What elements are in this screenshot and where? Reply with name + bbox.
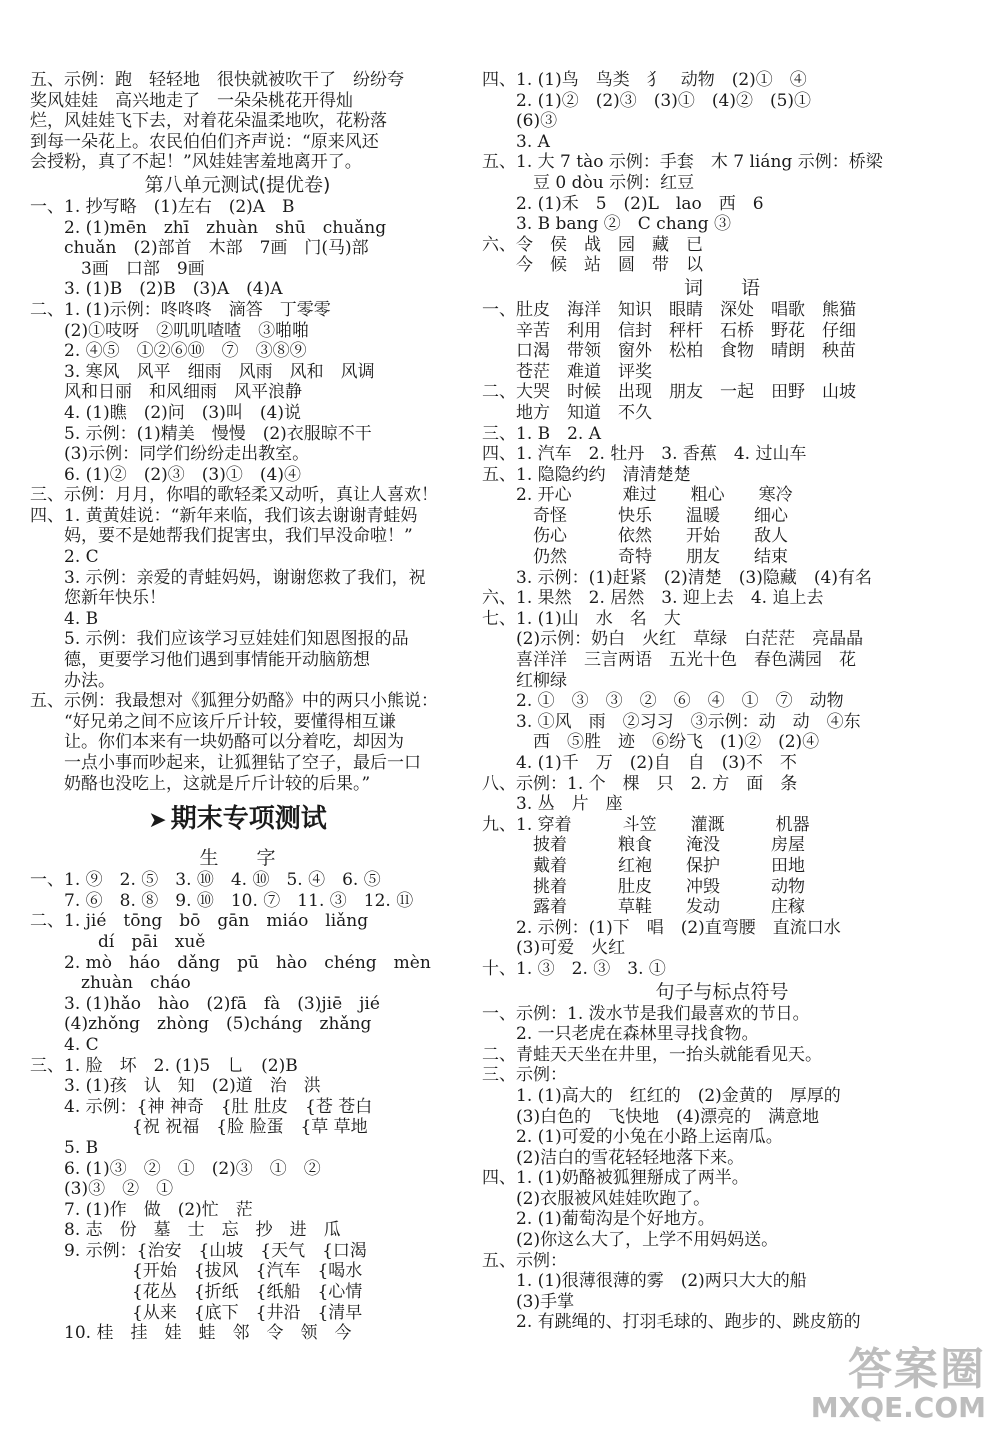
answer-line: 2. (1)葡萄沟是个好地方。 [482,1209,715,1230]
answer-line: 德，更要学习他们遇到事情能开动脑筋想 [30,650,370,671]
answer-line: (2)洁白的雪花轻轻地落下来。 [482,1147,745,1168]
section-title [30,794,445,846]
answer-line: 4. (1)瞧 (2)问 (3)叫 (4)说 [30,402,301,423]
answer-line: 三、1. 脸 坏 2. (1)5 乚 (2)B [30,1055,298,1076]
answer-line: 烂，风娃娃飞下去，对着花朵温柔地吹，花粉落 [30,111,387,132]
answer-line: 6. (1)② (2)③ (3)① (4)④ [30,464,301,485]
answer-line: 2. (1)mēn zhī zhuàn shū chuǎng [30,217,387,238]
answer-line: 1. (1)高大的 红红的 (2)金黄的 厚厚的 [482,1085,841,1106]
answer-line: 到每一朵花上。农民伯伯们齐声说：“原来风还 [30,131,379,152]
answer-line: 5. 示例：我们应该学习豆娃娃们知恩图报的品 [30,629,409,650]
answer-line: 3. 示例：(1)赶紧 (2)清楚 (3)隐藏 (4)有名 [482,567,872,588]
section-heading: 词 语 [683,276,760,299]
answer-line: 3. (1)B (2)B (3)A (4)A [30,279,283,300]
answer-line: 奖风娃娃 高兴地走了 一朵朵桃花开得灿 [30,90,353,111]
answer-line: 今 候 站 圆 带 以 [482,255,703,276]
answer-line: 披着 粮食 淹没 房屋 [482,835,805,856]
answer-line: {开始 {拔风 {汽车 {喝水 [30,1261,363,1282]
answer-line: 四、1. (1)奶酪被狐狸掰成了两半。 [482,1168,749,1189]
answer-line: 一、1. 抄写略 (1)左右 (2)A B [30,196,295,217]
answer-line: (2)你这么大了，上学不用妈妈送。 [482,1230,779,1251]
answer-line: 口渴 带领 窗外 松柏 食物 晴朗 秧苗 [482,341,856,362]
answer-line: 3. A [482,131,550,152]
answer-line: 辛苦 利用 信封 秤杆 石桥 野花 仔细 [482,320,856,341]
answer-line: 2. mò háo dǎng pū hào chéng mèn [30,952,431,973]
answer-line: 苍茫 难道 评奖 [482,361,652,382]
answer-line: 5. B [30,1137,99,1158]
answer-line: 3. (1)hǎo hào (2)fā fà (3)jiē jié [30,993,380,1014]
answer-line: (3)示例：同学们纷纷走出教室。 [30,444,310,465]
answer-line: 3. B bang ② C chang ③ [482,214,732,235]
answer-line: (2)①吱呀 ②叽叽喳喳 ③啪啪 [30,320,310,341]
answer-line: 六、令 侯 战 园 藏 已 [482,234,703,255]
answer-line: 二、1. (1)示例：咚咚咚 滴答 丁零零 [30,299,331,320]
answer-line: {花丛 {折纸 {纸船 {心情 [30,1282,363,1303]
answer-line: 2. (1)禾 5 (2)L lao 西 6 [482,193,764,214]
answer-line: 七、1. (1)山 水 名 大 [482,608,681,629]
answer-line: 三、1. B 2. A [482,423,602,444]
rocket-icon: ➤ [148,808,167,834]
answer-line: 二、1. jié tōng bō gān miáo liǎng [30,911,369,932]
answer-line: 一、肚皮 海洋 知识 眼睛 深处 唱歌 熊猫 [482,299,856,320]
answer-line: “好兄弟之间不应该斤斤计较，要懂得相互谦 [30,711,396,732]
watermark-logo: 答案圈 [848,1344,986,1395]
answer-line: (3)可爱 火红 [482,938,626,959]
answer-line: 9. 示例：{治安 {山坡 {天气 {口渴 [30,1240,367,1261]
answer-line: 四、1. 黄黄娃说：“新年来临，我们该去谢谢青蛙妈 [30,505,418,526]
answer-line: 4. (1)千 万 (2)自 自 (3)不 不 [482,753,797,773]
watermark-url: MXQE.COM [810,1391,986,1424]
answer-line: {祝 祝福 {脸 脸蛋 {草 草地 [30,1117,368,1138]
answer-line: 2. C [30,547,99,568]
answer-line: 露着 草鞋 发动 庄稼 [482,897,805,918]
answer-line: 办法。 [30,670,115,691]
answer-line: 3. ①风 雨 ②习习 ③示例：动 动 ④东 [482,711,861,732]
answer-line: 二、大哭 时候 出现 朋友 一起 田野 山坡 [482,382,856,403]
answer-line: 3. 丛 片 座 [482,794,623,815]
answer-line: (3)手掌 [482,1291,575,1312]
answer-line: 奶酪也没吃上，这就是斤斤计较的后果。” [30,773,371,794]
answer-line: 奇怪 快乐 温暖 细心 [482,505,788,526]
answer-line: 3画 口部 9画 [30,258,205,279]
answer-line: (4)zhǒng zhòng (5)cháng zhǎng [30,1014,372,1035]
answer-line: 四、1. 汽车 2. 牡丹 3. 香蕉 4. 过山车 [482,444,807,465]
answer-line: 1. (1)很薄很薄的雾 (2)两只大大的船 [482,1271,807,1292]
answer-line: (2)衣服被风娃娃吹跑了。 [482,1188,711,1209]
answer-line: 戴着 红袍 保护 田地 [482,855,805,876]
answer-line: 九、1. 穿着 斗笠 灌溉 机器 [482,814,810,835]
answer-line: 2. 一只老虎在森林里寻找食物。 [482,1024,759,1045]
answer-line: 10. 桂 挂 娃 蛙 邻 令 领 今 [30,1323,352,1344]
answer-line: 2. (1)② (2)③ (3)① (4)② (5)① [482,90,812,111]
answer-line: 地方 知道 不久 [482,402,652,423]
answer-line: 挑着 肚皮 冲毁 动物 [482,876,805,897]
answer-line: 6. (1)③ ② ① (2)③ ① ② [30,1158,321,1179]
answer-line: 7. ⑥ 8. ⑧ 9. ⑩ 10. ⑦ 11. ③ 12. ⑪ [30,890,414,911]
answer-line: 六、1. 果然 2. 居然 3. 迎上去 4. 追上去 [482,588,824,609]
answer-line: 让。你们本来有一块奶酪可以分着吃，却因为 [30,732,404,753]
answer-line: 3. 寒风 风平 细雨 风雨 风和 风调 [30,361,375,382]
answer-line: 豆 0 dòu 示例：红豆 [482,172,695,193]
answer-line: 2. (1)可爱的小兔在小路上运南瓜。 [482,1127,783,1148]
answer-line: (6)③ [482,111,558,132]
answer-line: {从来 {底下 {井沿 {清早 [30,1302,363,1323]
answer-line: 2. 示例：(1)下 唱 (2)直弯腰 直流口水 [482,917,841,938]
answer-line: 三、示例： [482,1065,567,1086]
answer-line: 五、1. 大 7 tào 示例：手套 木 7 liáng 示例：桥梁 [482,152,883,173]
answer-line: 仍然 奇特 朋友 结束 [482,547,788,568]
section-heading: 第八单元测试(提优卷) [144,173,331,196]
section-heading: 生 字 [199,847,276,870]
answer-line: 二、青蛙天天坐在井里，一抬头就能看见天。 [482,1044,822,1065]
answer-line: 一、1. ⑨ 2. ⑤ 3. ⑩ 4. ⑩ 5. ④ 6. ⑤ [30,870,381,891]
answer-line: 伤心 依然 开始 敌人 [482,526,788,547]
answer-line: 2. ④⑤ ①②⑥⑩ ⑦ ③⑧⑨ [30,341,307,362]
answer-line: 一、示例：1. 泼水节是我们最喜欢的节日。 [482,1003,810,1024]
answer-line: 妈，要不是她帮我们捉害虫，我们早没命啦！” [30,526,413,547]
answer-line: 喜洋洋 三言两语 五光十色 春色满园 花 [482,650,856,671]
answer-line: (2)示例：奶白 火红 草绿 白茫茫 亮晶晶 [482,629,864,650]
answer-line: 十、1. ③ 2. ③ 3. ① [482,958,666,979]
answer-line: dí pāi xuě [30,931,206,952]
answer-line: 三、示例：月月，你唱的歌轻柔又动听，真让人喜欢！ [30,485,438,506]
answer-line: 红柳绿 [482,670,567,691]
answer-line: 4. 示例：{神 神奇 {肚 肚皮 {苍 苍白 [30,1096,373,1117]
answer-line: 4. B [30,608,99,629]
answer-line: 2. ① ③ ③ ② ⑥ ④ ① ⑦ 动物 [482,691,844,712]
answer-line: 风和日丽 和风细雨 风平浪静 [30,382,302,403]
answer-line: 您新年快乐！ [30,588,166,609]
section-heading: 句子与标点符号 [655,980,789,1003]
answer-line: zhuàn cháo [30,973,191,994]
answer-line: 7. (1)作 做 (2)忙 茫 [30,1199,253,1220]
answer-line: 八、示例：1. 个 棵 只 2. 方 面 条 [482,773,798,794]
answer-line: 五、示例：我最想对《狐狸分奶酪》中的两只小熊说： [30,691,438,712]
answer-line: 会授粉，真了不起！”风娃娃害羞地离开了。 [30,152,362,173]
answer-line: 5. 示例：(1)精美 慢慢 (2)衣服晾不干 [30,423,372,444]
answer-line: 五、1. 隐隐约约 清清楚楚 [482,464,691,485]
answer-line: 2. 有跳绳的、打羽毛球的、跑步的、跳皮筋的 [482,1312,861,1333]
answer-line: 五、示例： [482,1250,567,1271]
answer-line: 3. 示例：亲爱的青蛙妈妈，谢谢您救了我们，祝 [30,567,426,588]
left-column [30,70,445,1344]
watermark [811,1333,986,1424]
answer-line: 2. 开心 难过 粗心 寒冷 [482,485,793,506]
answer-line: 西 ⑤胜 迹 ⑥纷飞 (1)② (2)④ [482,732,820,753]
answer-line: 五、示例：跑 轻轻地 很快就被吹干了 纷纷夸 [30,70,404,90]
answer-line: (3)③ ② ① [30,1179,174,1200]
answer-line: 3. (1)孩 认 知 (2)道 治 洪 [30,1076,321,1097]
section-title-text: 期末专项测试 [170,804,327,835]
answer-line: chuǎn (2)部首 木部 7画 门(马)部 [30,238,369,259]
answer-line: 4. C [30,1034,99,1055]
answer-line: 8. 志 份 墓 士 忘 抄 进 瓜 [30,1220,341,1241]
answer-line: 四、1. (1)鸟 鸟类 犭 动物 (2)① ④ [482,70,807,90]
answer-line: 一点小事而吵起来，让狐狸钻了空子，最后一口 [30,753,421,773]
answer-line: (3)白色的 飞快地 (4)漂亮的 满意地 [482,1106,820,1127]
right-column [482,70,962,1333]
